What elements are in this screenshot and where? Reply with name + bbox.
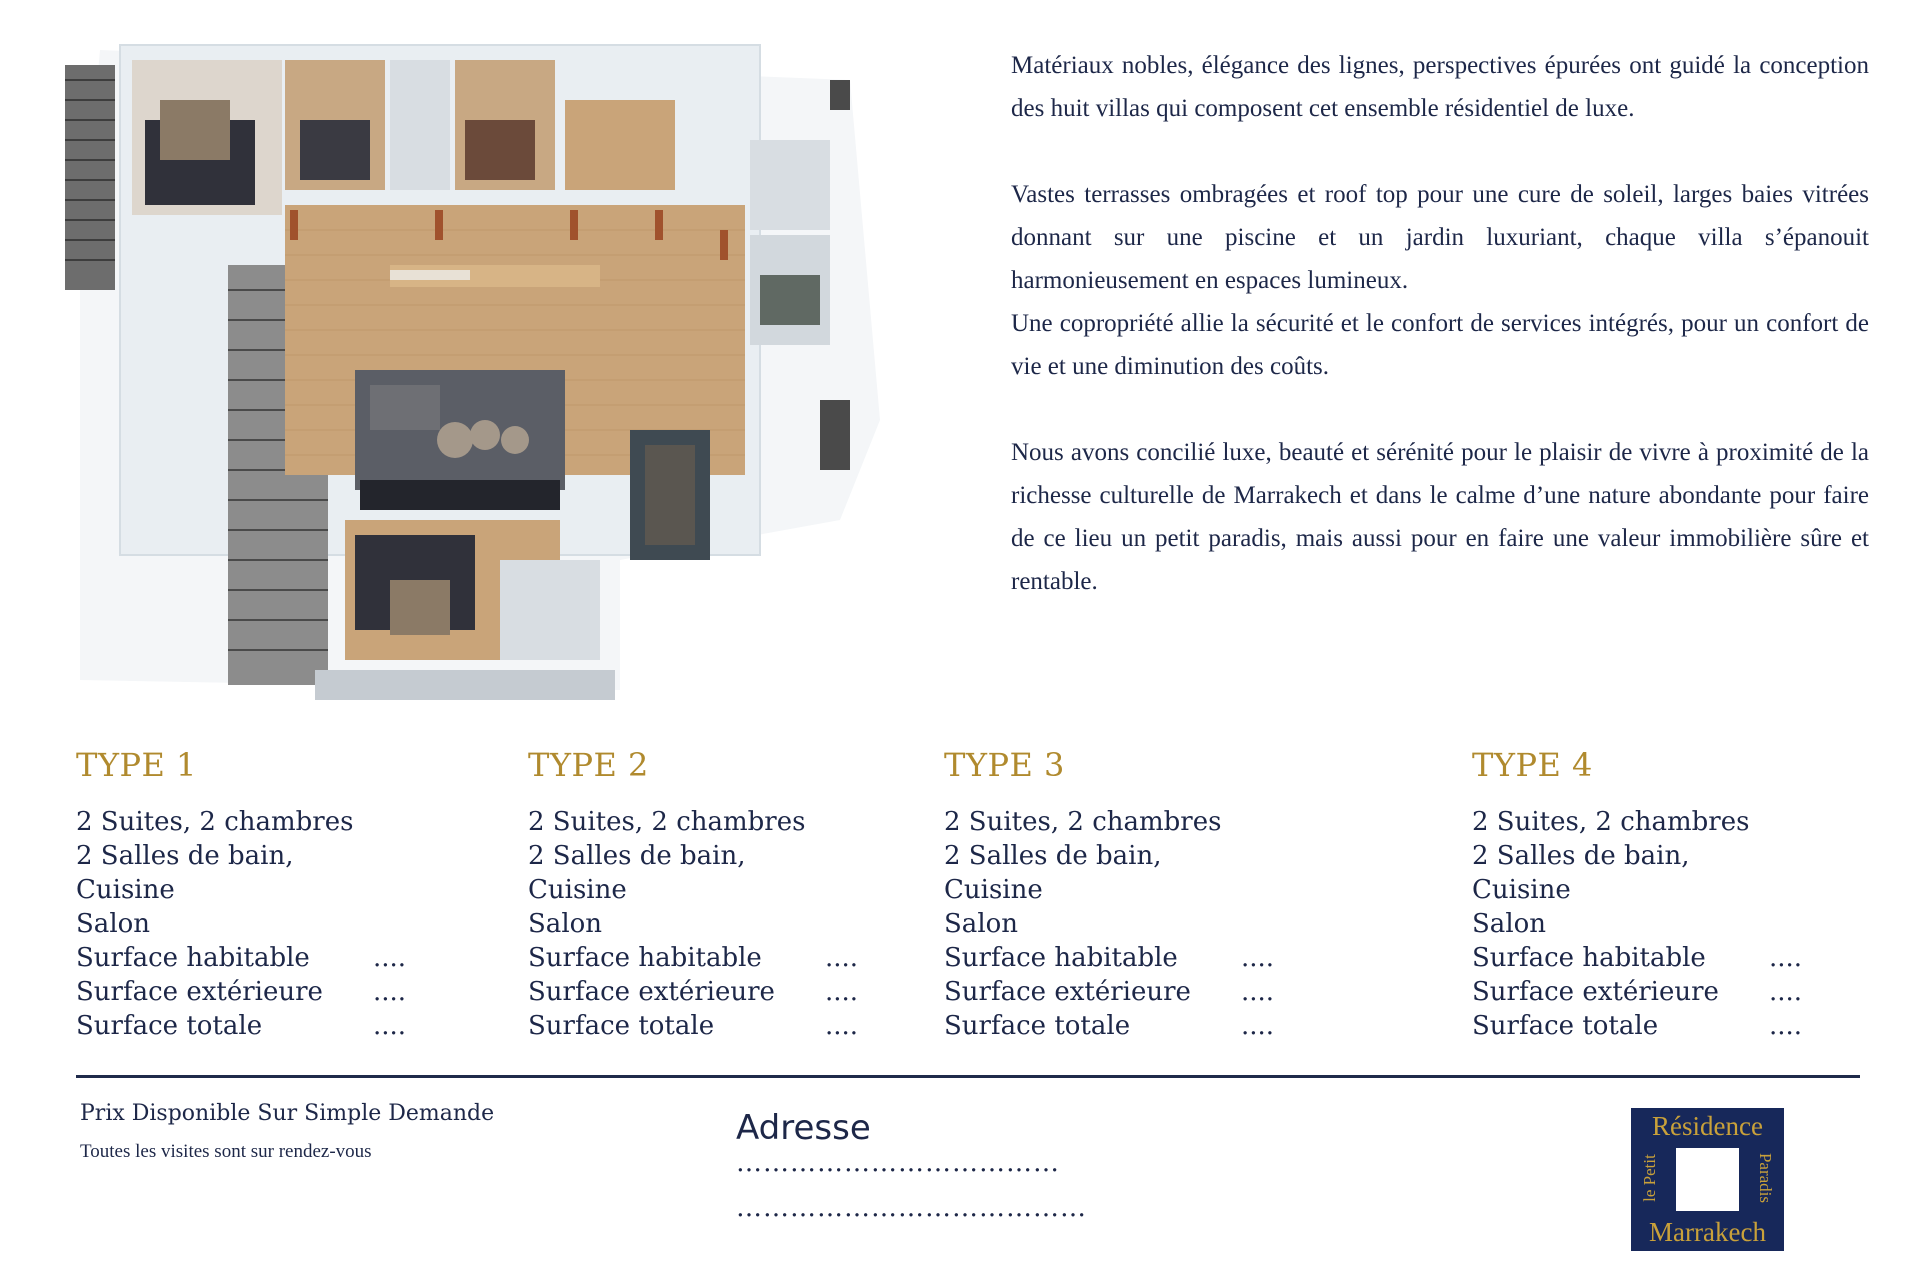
surface-value: ....	[1241, 977, 1275, 1007]
price-note: Prix Disponible Sur Simple Demande	[80, 1101, 495, 1126]
type-baths: 2 Salles de bain,	[76, 841, 294, 871]
intro-paragraph-1: Matériaux nobles, élégance des lignes, perspectives épurées ont guidé la conception des huit villas qui composent cet ensemble résidentiel de luxe.	[1011, 52, 1869, 122]
footer-divider	[76, 1075, 1860, 1078]
type-baths: 2 Salles de bain,	[528, 841, 746, 871]
type-title: TYPE 4	[1472, 746, 1593, 784]
type-kitchen: Cuisine	[1472, 875, 1571, 905]
surface-value: ....	[1769, 1011, 1803, 1041]
surface-label: Surface habitable	[76, 943, 310, 973]
surface-label: Surface totale	[1472, 1011, 1659, 1041]
intro-paragraph-2: Vastes terrasses ombragées et roof top pour une cure de soleil, larges baies vitrées donnant sur une piscine et un jardin luxuriant, chaque villa s’épanouit harmonieusement en espaces lumineux.	[1011, 181, 1869, 294]
logo-bottom-text: Marrakech	[1649, 1217, 1766, 1247]
type-kitchen: Cuisine	[944, 875, 1043, 905]
type-title: TYPE 1	[76, 746, 197, 784]
surface-label: Surface totale	[528, 1011, 715, 1041]
type-4-column	[1472, 745, 1872, 1043]
surface-label: Surface extérieure	[76, 977, 323, 1007]
type-salon: Salon	[76, 909, 151, 939]
intro-paragraph-3: Une copropriété allie la sécurité et le confort de services intégrés, pour un confort de vie et une diminution des coûts.	[1011, 310, 1869, 380]
surface-label: Surface totale	[76, 1011, 263, 1041]
surface-habitable-row	[1472, 941, 1872, 975]
surface-exterieure-row	[528, 975, 928, 1009]
intro-paragraph-4: Nous avons concilié luxe, beauté et sérénité pour le plaisir de vivre à proximité de la richesse culturelle de Marrakech et dans le calme d’une nature abondante pour faire de ce lieu un petit paradis, mais aussi pour en faire une valeur immobilière sûre et rentable.	[1011, 439, 1869, 595]
logo-right-text: Paradis	[1756, 1152, 1775, 1204]
type-salon: Salon	[528, 909, 603, 939]
logo-top-text: Résidence	[1652, 1111, 1763, 1141]
surface-label: Surface extérieure	[944, 977, 1191, 1007]
address-line-2: …………………………………	[736, 1193, 1087, 1223]
address-label: Adresse	[736, 1108, 871, 1148]
surface-totale-row	[944, 1009, 1344, 1043]
surface-label: Surface habitable	[528, 943, 762, 973]
type-kitchen: Cuisine	[76, 875, 175, 905]
surface-value: ....	[1241, 943, 1275, 973]
surface-label: Surface totale	[944, 1011, 1131, 1041]
surface-label: Surface extérieure	[1472, 977, 1719, 1007]
surface-value: ....	[825, 977, 859, 1007]
surface-label: Surface habitable	[944, 943, 1178, 973]
type-baths: 2 Salles de bain,	[1472, 841, 1690, 871]
residence-logo	[1631, 1108, 1784, 1251]
type-kitchen: Cuisine	[528, 875, 627, 905]
surface-totale-row	[76, 1009, 476, 1043]
type-rooms: 2 Suites, 2 chambres	[944, 807, 1222, 837]
type-rooms: 2 Suites, 2 chambres	[528, 807, 806, 837]
surface-value: ....	[825, 1011, 859, 1041]
type-title: TYPE 3	[944, 746, 1065, 784]
logo-left-text: le Petit	[1640, 1154, 1659, 1202]
surface-totale-row	[528, 1009, 928, 1043]
type-2-column	[528, 745, 928, 1043]
logo-square	[1676, 1148, 1739, 1211]
surface-label: Surface extérieure	[528, 977, 775, 1007]
surface-value: ....	[373, 977, 407, 1007]
surface-totale-row	[1472, 1009, 1872, 1043]
type-baths: 2 Salles de bain,	[944, 841, 1162, 871]
visits-note: Toutes les visites sont sur rendez-vous	[80, 1141, 372, 1162]
surface-value: ....	[1241, 1011, 1275, 1041]
type-rooms: 2 Suites, 2 chambres	[1472, 807, 1750, 837]
surface-exterieure-row	[1472, 975, 1872, 1009]
type-rooms: 2 Suites, 2 chambres	[76, 807, 354, 837]
surface-value: ....	[1769, 943, 1803, 973]
surface-habitable-row	[528, 941, 928, 975]
surface-exterieure-row	[944, 975, 1344, 1009]
address-line-1: ………………………………	[736, 1148, 1060, 1178]
surface-exterieure-row	[76, 975, 476, 1009]
type-title: TYPE 2	[528, 746, 649, 784]
type-salon: Salon	[1472, 909, 1547, 939]
surface-value: ....	[373, 1011, 407, 1041]
type-salon: Salon	[944, 909, 1019, 939]
intro-text	[1011, 44, 1869, 603]
surface-habitable-row	[76, 941, 476, 975]
surface-value: ....	[373, 943, 407, 973]
surface-value: ....	[825, 943, 859, 973]
surface-label: Surface habitable	[1472, 943, 1706, 973]
surface-habitable-row	[944, 941, 1344, 975]
floor-plan-illustration	[60, 40, 900, 720]
type-3-column	[944, 745, 1344, 1043]
surface-value: ....	[1769, 977, 1803, 1007]
type-1-column	[76, 745, 476, 1043]
